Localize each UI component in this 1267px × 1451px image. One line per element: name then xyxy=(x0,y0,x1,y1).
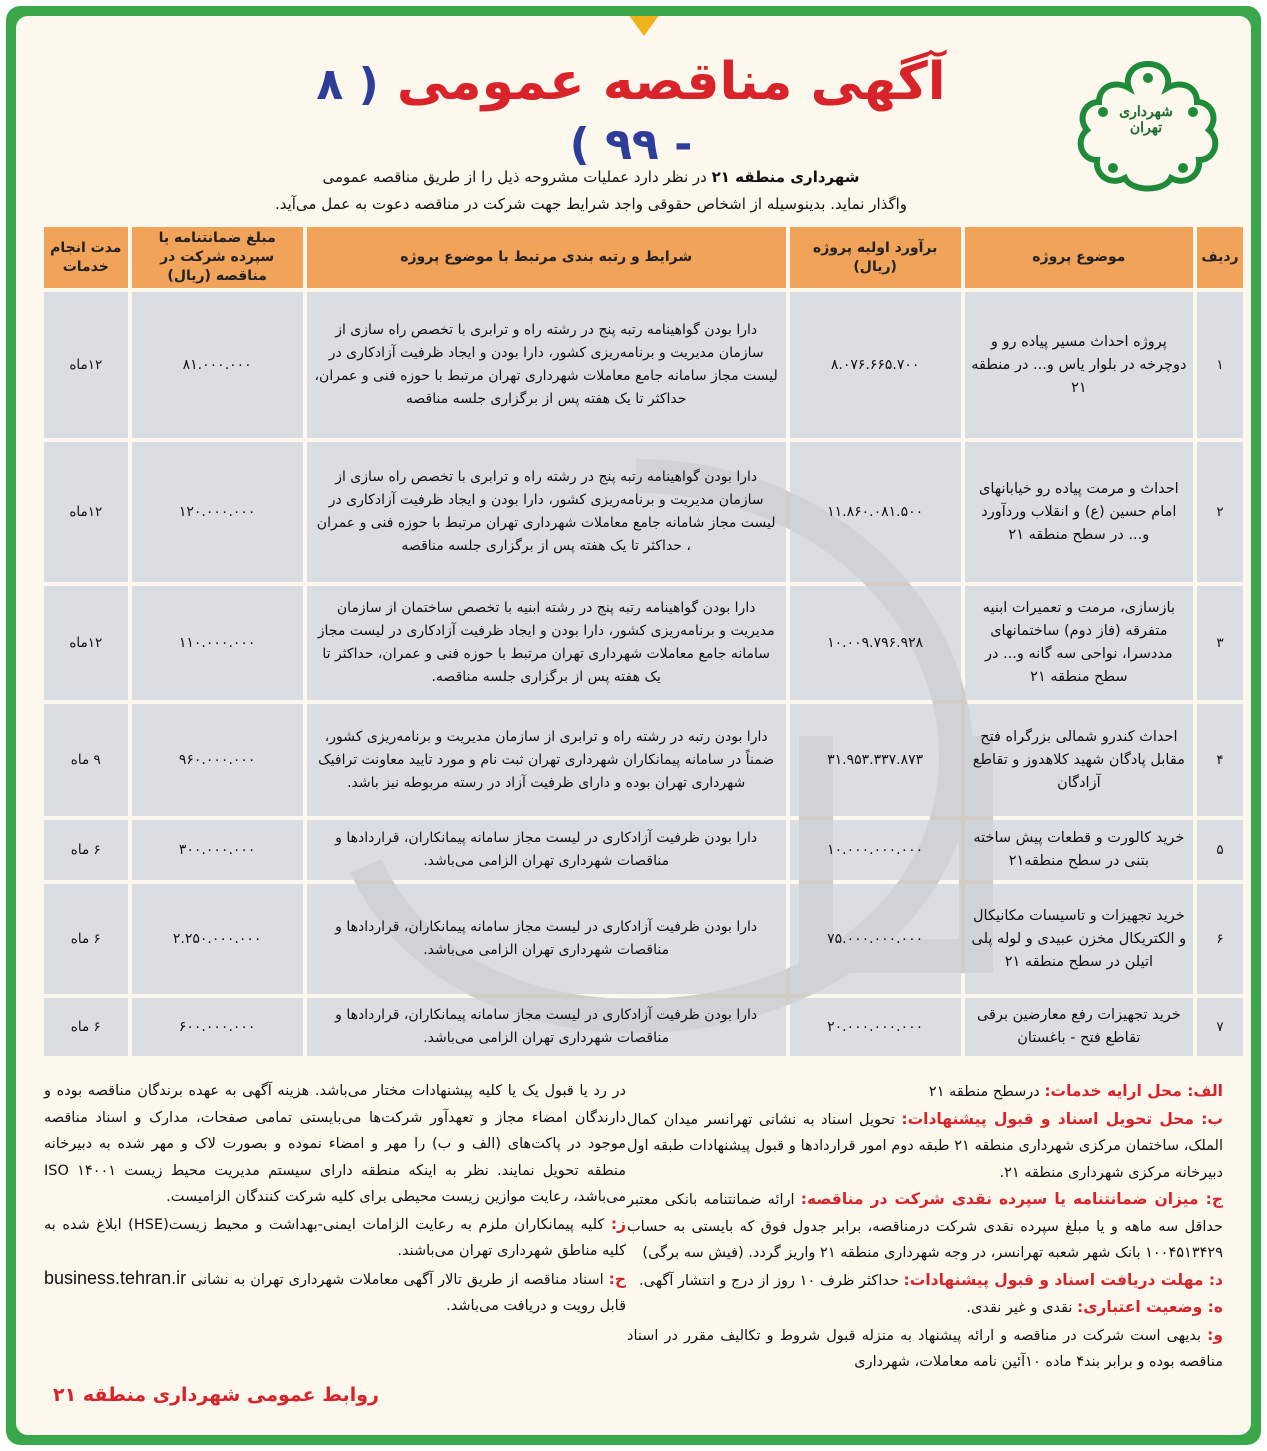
col-header-conditions: شرایط و رتبه بندی مرتبط با موضوع پروژه xyxy=(307,227,786,288)
note-vav-text: بدیهی است شرکت در مناقصه و ارائه پیشنهاد به منزله قبول شروط و تکالیف مقرر در اسناد مناقصه بوده و برابر بند۴ ماده ۱۰آئین نامه معاملات، شهرداری xyxy=(627,1327,1223,1370)
intro-organization: شهرداری منطقه ۲۱ xyxy=(711,168,860,186)
intro-paragraph xyxy=(231,164,951,218)
guarantee-amount: ۲.۲۵۰.۰۰۰.۰۰۰ xyxy=(132,884,303,994)
project-conditions: دارا بودن رتبه در رشته راه و ترابری از سازمان مدیریت و برنامه‌ریزی کشور، ضمناً در سامانه پیمانکاران شهرداری تهران ثبت نام و مورد تایید معاونت ترافیک شهرداری تهران بوده و دارای ظرفیت آزاد در رسته مربوطه نیز باشد. xyxy=(307,704,786,816)
website-link[interactable]: business.tehran.ir xyxy=(44,1267,187,1288)
note-he2-label: ح: xyxy=(608,1269,627,1288)
guarantee-amount: ۱۲۰.۰۰۰.۰۰۰ xyxy=(132,442,303,582)
ad-paper xyxy=(16,16,1251,1435)
note-dal-label: د: مهلت دریافت اسناد و قبول پیشنهادات: xyxy=(903,1270,1223,1289)
guarantee-amount: ۱۱۰.۰۰۰.۰۰۰ xyxy=(132,586,303,700)
project-conditions: دارا بودن گواهینامه رتبه پنج در رشته ابنیه با تخصص ساختمان از سازمان مدیریت و برنامه‌ریزی کشور، دارا بودن و ایجاد ظرفیت آزادکاری در لیست مجاز سامانه جامع معاملات شهرداری تهران مرتبط با حوزه فنی و عمران، حداکثر تا یک هفته پس از برگزاری جلسه مناقصه. xyxy=(307,586,786,700)
project-conditions: دارا بودن ظرفیت آزادکاری در لیست مجاز سامانه پیمانکاران، قراردادها و مناقصات شهرداری تهران الزامی می‌باشد. xyxy=(307,820,786,880)
public-relations-signature: روابط عمومی شهرداری منطقه ۲۱ xyxy=(53,1384,379,1406)
project-subject: خرید تجهیزات رفع معارضین برقی تقاطع فتح - باغستان xyxy=(965,998,1193,1056)
notes-right-column xyxy=(627,1078,1223,1376)
ad-frame xyxy=(6,6,1261,1445)
note-alef xyxy=(627,1078,1223,1106)
project-conditions: دارا بودن ظرفیت آزادکاری در لیست مجاز سامانه پیمانکاران، قراردادها و مناقصات شهرداری تهران الزامی می‌باشد. xyxy=(307,884,786,994)
table-row xyxy=(44,586,1243,700)
row-number: ۱ xyxy=(1197,292,1243,438)
project-subject: خرید تجهیزات و تاسیسات مکانیکال و الکتریکال مخزن عبیدی و لوله پلی اتیلن در سطح منطقه ۲۱ xyxy=(965,884,1193,994)
service-duration: ۱۲ماه xyxy=(44,586,128,700)
table-row xyxy=(44,820,1243,880)
tender-table xyxy=(40,223,1247,1060)
initial-estimate: ۳۱.۹۵۳.۳۳۷.۸۷۳ xyxy=(790,704,961,816)
note-jim-label: ج: میزان ضمانتنامه یا سپرده نقدی شرکت در مناقصه: xyxy=(800,1190,1224,1208)
initial-estimate: ۲۰.۰۰۰.۰۰۰.۰۰۰ xyxy=(790,998,961,1056)
table-row xyxy=(44,998,1243,1056)
initial-estimate: ۱۰.۰۰۰.۰۰۰.۰۰۰ xyxy=(790,820,961,880)
service-duration: ۱۲ماه xyxy=(44,442,128,582)
col-header-guarantee: مبلغ ضمانتنامه یا سپرده شرکت در مناقصه (ریال) xyxy=(132,227,303,288)
service-duration: ۶ ماه xyxy=(44,884,128,994)
note-dal-text: حداکثر ظرف ۱۰ روز از درج و انتشار آگهی. xyxy=(639,1272,899,1289)
col-header-subject: موضوع پروژه xyxy=(965,227,1193,288)
note-vav-label: و: xyxy=(1207,1325,1224,1344)
table-row xyxy=(44,442,1243,582)
project-conditions: دارا بودن ظرفیت آزادکاری در لیست مجاز سامانه پیمانکاران، قراردادها و مناقصات شهرداری تهران الزامی می‌باشد. xyxy=(307,998,786,1056)
note-he-label: ه: وضعیت اعتباری: xyxy=(1077,1298,1223,1316)
notes-left-column xyxy=(44,1078,626,1320)
note-be-label: ب: محل تحویل اسناد و قبول پیشنهادات: xyxy=(901,1109,1223,1128)
intro-line-1: در نظر دارد عملیات مشروحه ذیل را از طریق مناقصه عمومی xyxy=(322,168,707,186)
note-continuation: در رد یا قبول یک یا کلیه پیشنهادات مختار می‌باشد. هزینه آگهی به عهده برندگان مناقصه بوده و دارندگان امضاء مجاز و تعهدآور شرکت‌ها می‌بایستی تمامی صفحات، مدارک و اسناد مناقصه موجود در پاکت‌های (الف و ب) را مهر و امضاء نموده و بصورت لاک و مهر شده به دبیرخانه منطقه تحویل نمایند. نظر به اینکه منطقه دارای سیستم مدیریت محیط زیست ISO ۱۴۰۰۱ می‌باشد، رعایت موازین زیست محیطی برای کلیه شرکت کنندگان الزامیست. xyxy=(44,1083,626,1205)
note-he2-tail: قابل رویت و دریافت می‌باشد. xyxy=(446,1298,626,1314)
intro-line-2: واگذار نماید. بدینوسیله از اشخاص حقوقی واجد شرایط جهت شرکت در مناقصه دعوت به عمل می‌آید. xyxy=(274,195,908,213)
tender-number: ( ۸ - ۹۹ ) xyxy=(316,59,693,170)
row-number: ۲ xyxy=(1197,442,1243,582)
row-number: ۳ xyxy=(1197,586,1243,700)
project-subject: پروژه احداث مسیر پیاده رو و دوچرخه در بلوار یاس و... در منطقه ۲۱ xyxy=(965,292,1193,438)
row-number: ۷ xyxy=(1197,998,1243,1056)
note-dal xyxy=(627,1267,1223,1295)
note-jim xyxy=(627,1186,1223,1267)
col-header-duration: مدت انجام خدمات xyxy=(44,227,128,288)
project-subject: بازسازی، مرمت و تعمیرات ابنیه متفرقه (فاز دوم) ساختمانهای مددسرا، نواحی سه گانه و... در سطح منطقه ۲۱ xyxy=(965,586,1193,700)
guarantee-amount: ۳۰۰.۰۰۰.۰۰۰ xyxy=(132,820,303,880)
top-notch-marker xyxy=(628,16,660,36)
row-number: ۵ xyxy=(1197,820,1243,880)
service-duration: ۶ ماه xyxy=(44,998,128,1056)
row-number: ۶ xyxy=(1197,884,1243,994)
note-he2 xyxy=(44,1265,626,1320)
guarantee-amount: ۸۱.۰۰۰.۰۰۰ xyxy=(132,292,303,438)
service-duration: ۶ ماه xyxy=(44,820,128,880)
guarantee-amount: ۹۶۰.۰۰۰.۰۰۰ xyxy=(132,704,303,816)
note-alef-text: درسطح منطقه ۲۱ xyxy=(928,1084,1040,1100)
row-number: ۴ xyxy=(1197,704,1243,816)
initial-estimate: ۸.۰۷۶.۶۶۵.۷۰۰ xyxy=(790,292,961,438)
service-duration: ۱۲ماه xyxy=(44,292,128,438)
col-header-row-number: ردیف xyxy=(1197,227,1243,288)
title-text: آگهی مناقصه عمومی xyxy=(396,52,946,112)
note-be xyxy=(627,1106,1223,1187)
note-vav xyxy=(627,1322,1223,1376)
guarantee-amount: ۶۰۰.۰۰۰.۰۰۰ xyxy=(132,998,303,1056)
table-header-row xyxy=(44,227,1243,288)
project-subject: احداث و مرمت پیاده رو خیابانهای امام حسین (ع) و انقلاب وردآورد و... در سطح منطقه ۲۱ xyxy=(965,442,1193,582)
project-conditions: دارا بودن گواهینامه رتبه پنج در رشته راه و ترابری با تخصص راه سازی از سازمان مدیریت و برنامه‌ریزی کشور، دارا بودن و ایجاد ظرفیت آزادکاری در لیست مجاز شامانه جامع معاملات شهرداری تهران مرتبط با حوزه فنی و عمران ، حداکثر تا یک هفته پس از برگزاری جلسه مناقصه xyxy=(307,442,786,582)
note-ze-label: ز: xyxy=(610,1214,626,1233)
note-he-text: نقدی و غیر نقدی. xyxy=(966,1300,1073,1316)
logo-text: شهرداری تهران xyxy=(1119,104,1173,137)
col-header-estimate: برآورد اولیه پروژه (ریال) xyxy=(790,227,961,288)
service-duration: ۹ ماه xyxy=(44,704,128,816)
note-he xyxy=(627,1294,1223,1322)
note-alef-label: الف: محل ارایه خدمات: xyxy=(1044,1082,1223,1100)
project-subject: خرید کالورت و قطعات پیش ساخته بتنی در سطح منطقه۲۱ xyxy=(965,820,1193,880)
note-jim-text: ارائه ضمانتنامه بانکی معتبر حداقل سه ماهه و یا مبلغ سپرده نقدی شرکت درمناقصه، برابر جدول فوق که بایستی به حساب ۱۰۰۴۵۱۳۴۲۹ بانک شهر شعبه تهرانسر، در وجه شهرداری منطقه ۲۱ واریز گردد. (فیش سه برگی) xyxy=(627,1192,1223,1261)
note-ze-text: کلیه پیمانکاران ملزم به رعایت الزامات ایمنی-بهداشت و محیط زیست(HSE) ابلاغ شده به کلیه مناطق شهرداری تهران می‌باشند. xyxy=(44,1216,626,1259)
table-row xyxy=(44,704,1243,816)
initial-estimate: ۱۱.۸۶۰.۰۸۱.۵۰۰ xyxy=(790,442,961,582)
table-row xyxy=(44,884,1243,994)
project-subject: احداث کندرو شمالی بزرگراه فتح مقابل پادگان شهید کلاهدوز و تقاطع آزادگان xyxy=(965,704,1193,816)
note-he2-text: اسناد مناقصه از طریق تالار آگهی معاملات شهرداری تهران به نشانی xyxy=(191,1271,604,1288)
initial-estimate: ۱۰.۰۰۹.۷۹۶.۹۲۸ xyxy=(790,586,961,700)
project-conditions: دارا بودن گواهینامه رتبه پنج در رشته راه و ترابری با تخصص راه سازی از سازمان مدیریت و برنامه‌ریزی کشور، دارا بودن و ایجاد ظرفیت آزادکاری در لیست مجاز سامانه جامع معاملات شهرداری تهران مرتبط با حوزه فنی و عمران، حداکثر تا یک هفته پس از برگزاری جلسه مناقصه xyxy=(307,292,786,438)
ad-title xyxy=(301,52,961,172)
note-ze xyxy=(44,1211,626,1265)
table-row xyxy=(44,292,1243,438)
initial-estimate: ۷۵.۰۰۰.۰۰۰.۰۰۰ xyxy=(790,884,961,994)
note-be-text: تحویل اسناد به نشانی تهرانسر میدان کمال الملک، ساختمان مرکزی شهرداری منطقه ۲۱ طبقه دوم امور قراردادها و قبول پیشنهادات طبقه اول دبیرخانه مرکزی شهرداری منطقه ۲۱. xyxy=(627,1111,1223,1181)
